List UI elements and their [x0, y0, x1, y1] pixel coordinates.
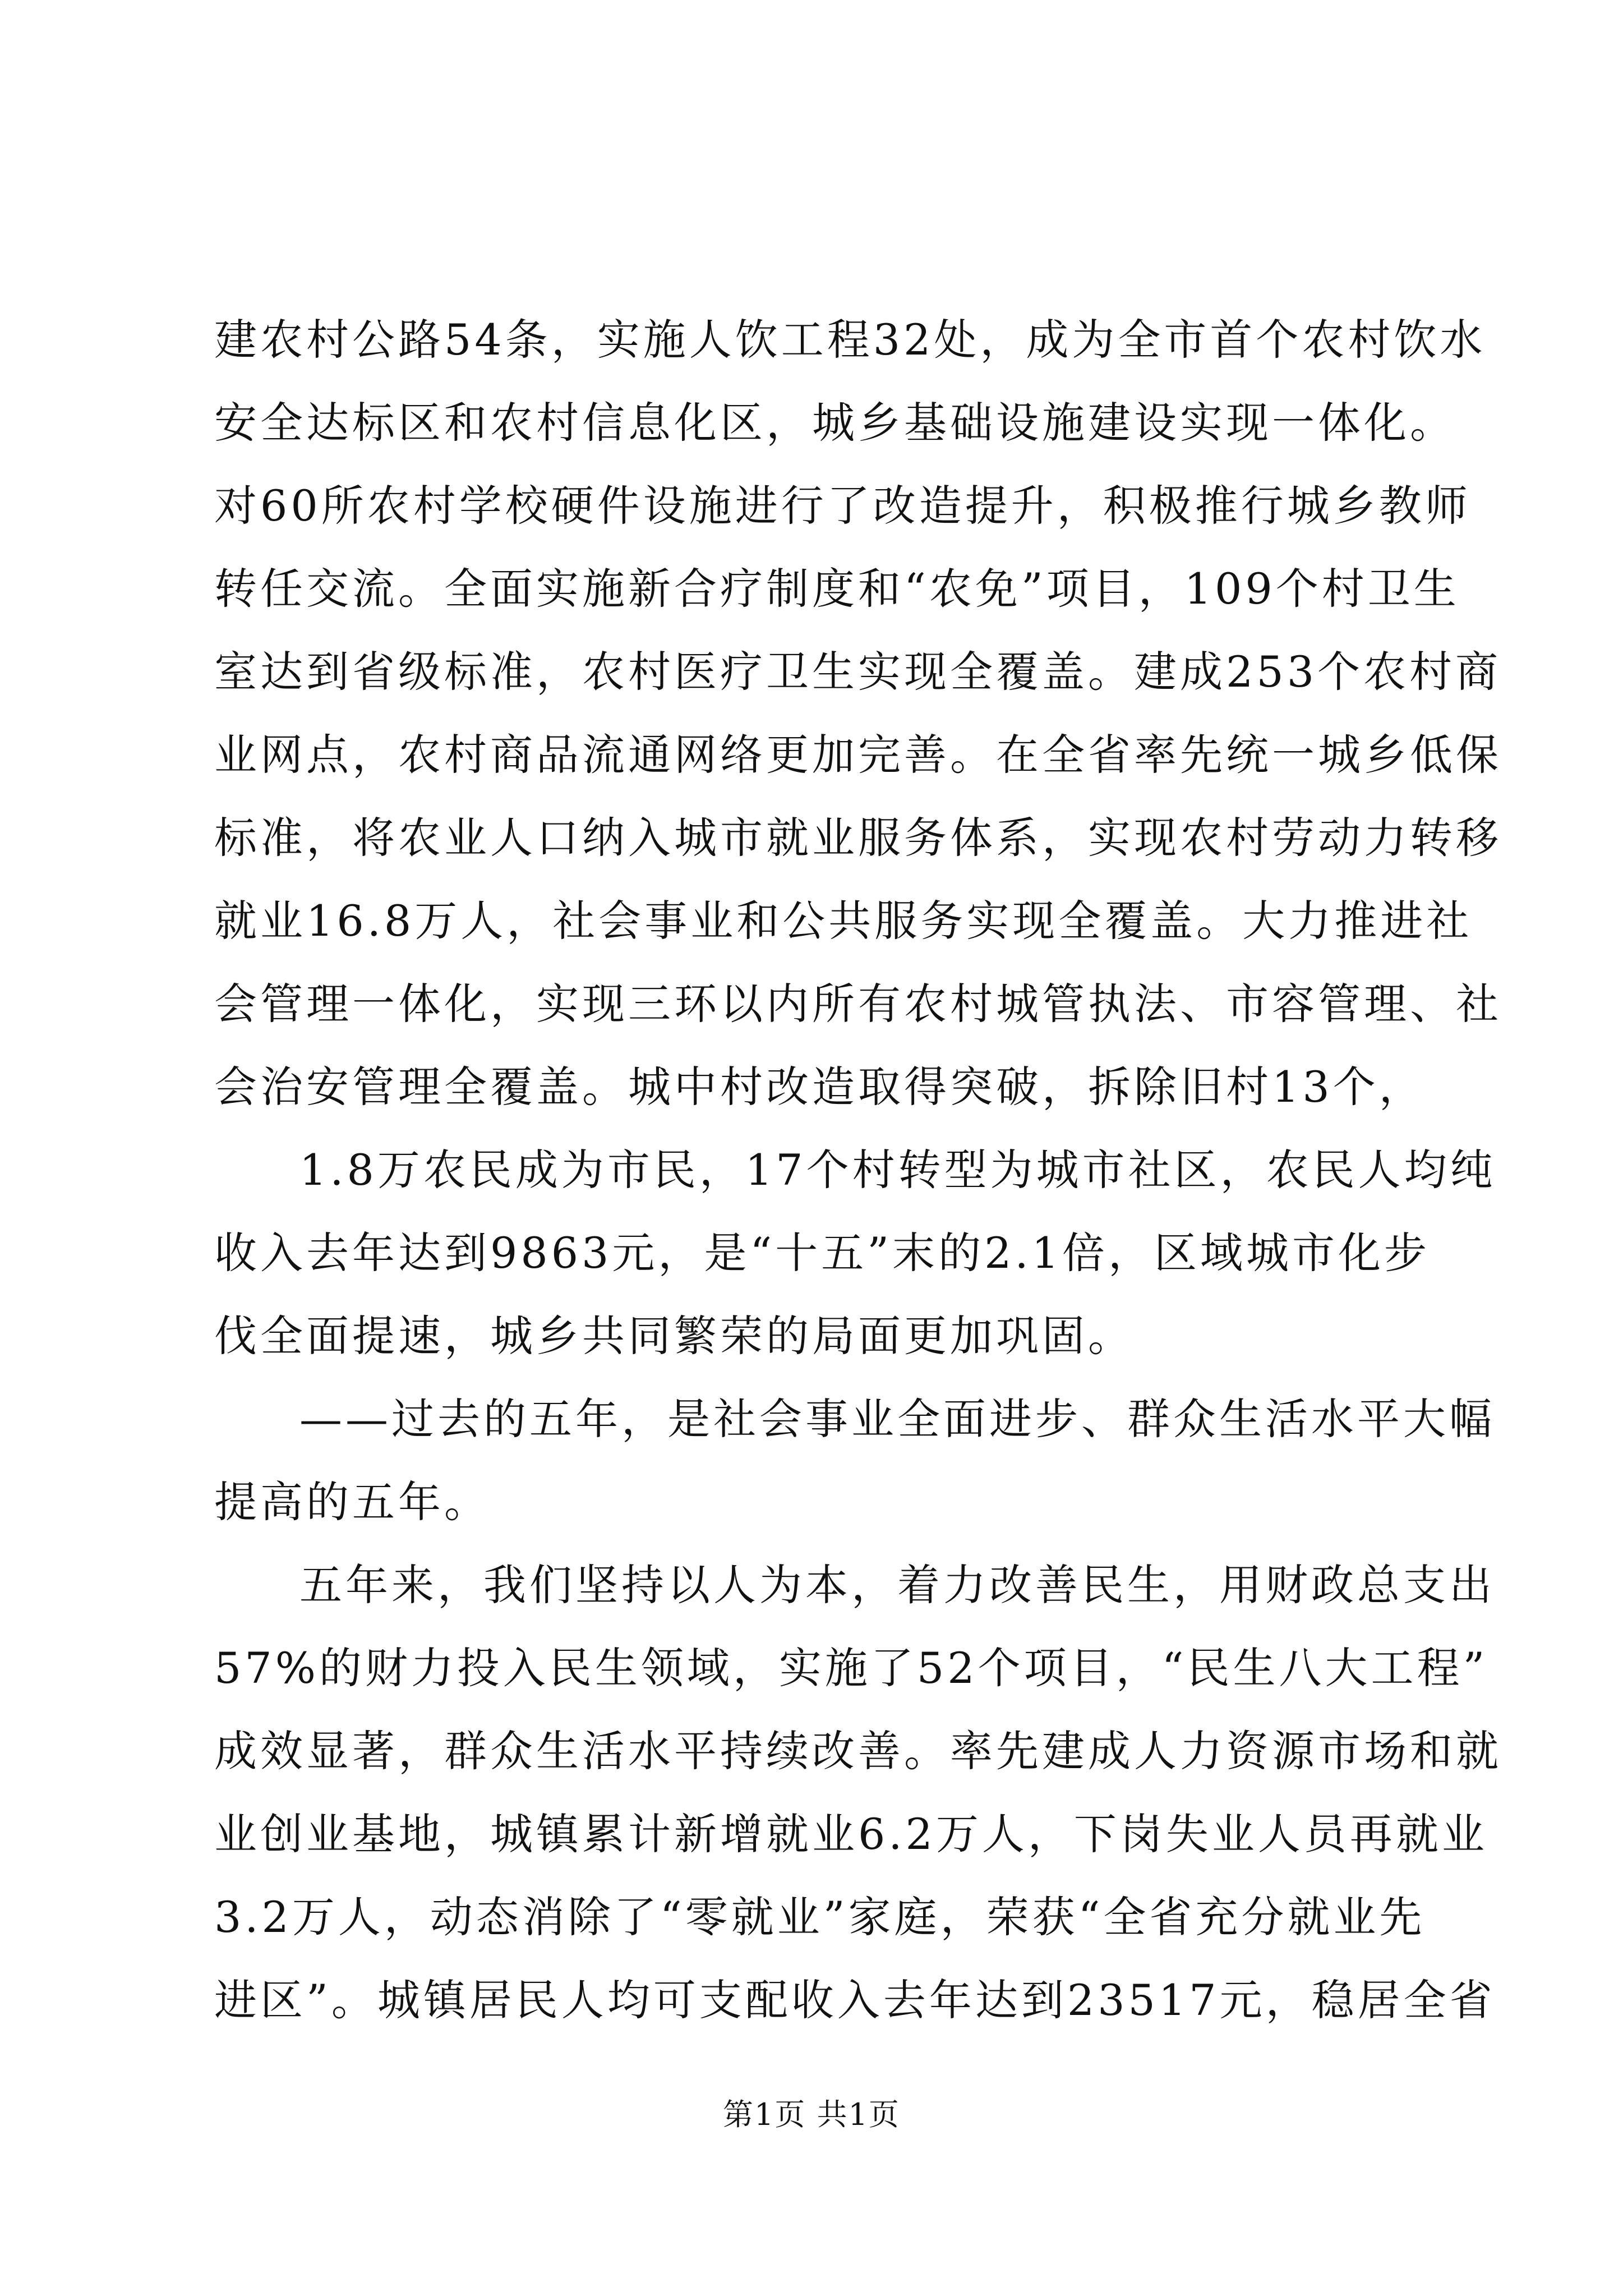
text-line-18: 成效显著，群众生活水平持续改善。率先建成人力资源市场和就 [214, 1726, 1502, 1776]
text-line-10: 会治安管理全覆盖。城中村改造取得突破，拆除旧村13个， [214, 1062, 1425, 1112]
text-line-1: 建农村公路54条，实施人饮工程32处，成为全市首个农村饮水 [214, 315, 1486, 365]
text-line-11: 1.8万农民成为市民，17个村转型为城市社区，农民人均纯 [299, 1145, 1496, 1195]
text-line-4: 转任交流。全面实施新合疗制度和“农免”项目，109个村卫生 [214, 564, 1460, 614]
text-line-19: 业创业基地，城镇累计新增就业6.2万人，下岗失业人员再就业 [214, 1809, 1488, 1859]
text-line-5: 室达到省级标准，农村医疗卫生实现全覆盖。建成253个农村商 [214, 647, 1502, 697]
text-line-15: 提高的五年。 [214, 1477, 490, 1527]
text-line-17: 57%的财力投入民生领域，实施了52个项目，“民生八大工程” [214, 1643, 1488, 1693]
text-line-6: 业网点，农村商品流通网络更加完善。在全省率先统一城乡低保 [214, 730, 1502, 780]
text-line-20: 3.2万人，动态消除了“零就业”家庭，荣获“全省充分就业先 [214, 1892, 1426, 1942]
text-line-16: 五年来，我们坚持以人为本，着力改善民生，用财政总支出 [299, 1560, 1495, 1610]
document-body [214, 298, 1502, 2042]
text-line-9: 会管理一体化，实现三环以内所有农村城管执法、市容管理、社 [214, 979, 1502, 1029]
text-line-14: ——过去的五年，是社会事业全面进步、群众生活水平大幅 [299, 1394, 1495, 1444]
text-line-12: 收入去年达到9863元，是“十五”末的2.1倍，区域城市化步 [214, 1228, 1430, 1278]
text-line-7: 标准，将农业人口纳入城市就业服务体系，实现农村劳动力转移 [214, 813, 1502, 863]
page-footer: 第1页 共1页 [723, 2097, 900, 2132]
text-line-2: 安全达标区和农村信息化区，城乡基础设施建设实现一体化。 [214, 398, 1456, 448]
text-line-13: 伐全面提速，城乡共同繁荣的局面更加巩固。 [214, 1311, 1134, 1361]
text-line-8: 就业16.8万人，社会事业和公共服务实现全覆盖。大力推进社 [214, 896, 1473, 946]
text-line-3: 对60所农村学校硬件设施进行了改造提升，积极推行城乡教师 [214, 481, 1471, 531]
text-line-21: 进区”。城镇居民人均可支配收入去年达到23517元，稳居全省 [214, 1975, 1496, 2025]
